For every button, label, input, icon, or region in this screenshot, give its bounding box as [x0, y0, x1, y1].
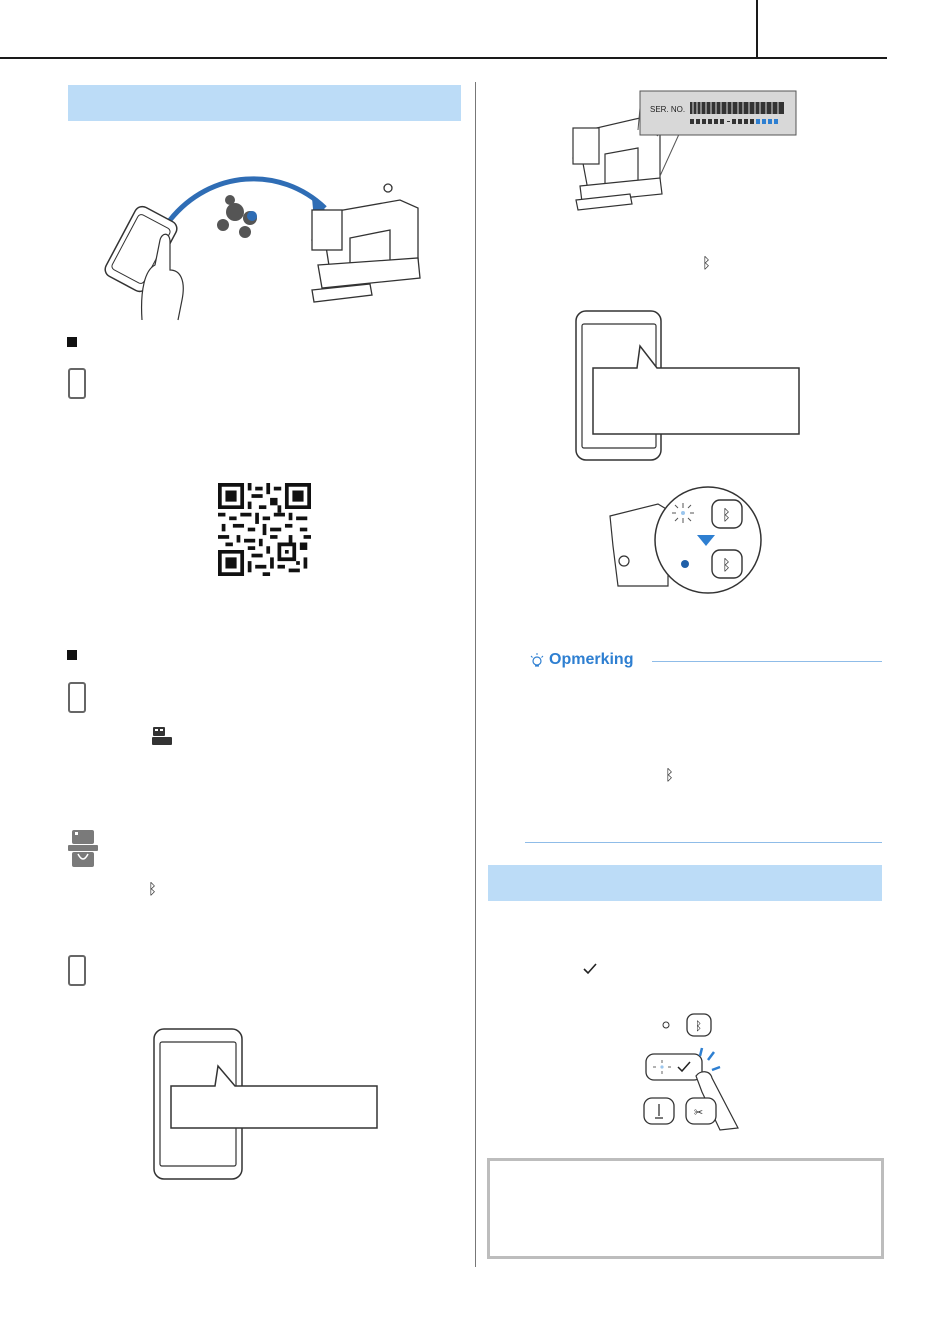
header-tick	[756, 0, 758, 57]
bluetooth-icon: ᛒ	[148, 881, 158, 898]
svg-text:ᛒ: ᛒ	[722, 506, 732, 524]
bluetooth-icon: ᛒ	[702, 255, 712, 272]
subsection-bullet-2	[67, 650, 77, 660]
step-marker-3	[68, 955, 86, 986]
phone-callout-illustration-right	[575, 310, 803, 462]
serial-number-illustration	[570, 88, 800, 213]
serial-number-label: SER. NO.	[650, 105, 686, 114]
control-panel-illustration	[640, 1012, 740, 1130]
qr-code[interactable]	[218, 483, 311, 576]
phone-callout-illustration-left	[153, 1028, 381, 1180]
svg-text:ᛒ: ᛒ	[695, 1019, 703, 1033]
subsection-bullet-1	[67, 337, 77, 347]
embroidery-machine-icon	[151, 726, 173, 746]
note-header-rule	[652, 661, 882, 662]
step-marker-2	[68, 682, 86, 713]
machine-tip-icon	[68, 830, 98, 868]
info-box	[487, 1158, 884, 1259]
step-marker-1	[68, 368, 86, 399]
header-rule	[0, 57, 887, 59]
bluetooth-button-zoom-illustration	[608, 486, 766, 598]
note-footer-rule	[525, 842, 882, 843]
lightbulb-icon	[529, 652, 545, 670]
section-banner-right	[488, 865, 882, 901]
check-icon	[582, 962, 598, 976]
note-title: Opmerking	[549, 651, 634, 668]
bluetooth-icon: ᛒ	[665, 767, 675, 784]
svg-text:ᛒ: ᛒ	[722, 556, 732, 574]
svg-text:✂: ✂	[694, 1106, 704, 1119]
phone-to-machine-illustration	[100, 170, 430, 320]
column-divider	[475, 82, 476, 1267]
section-banner-left	[68, 85, 461, 121]
